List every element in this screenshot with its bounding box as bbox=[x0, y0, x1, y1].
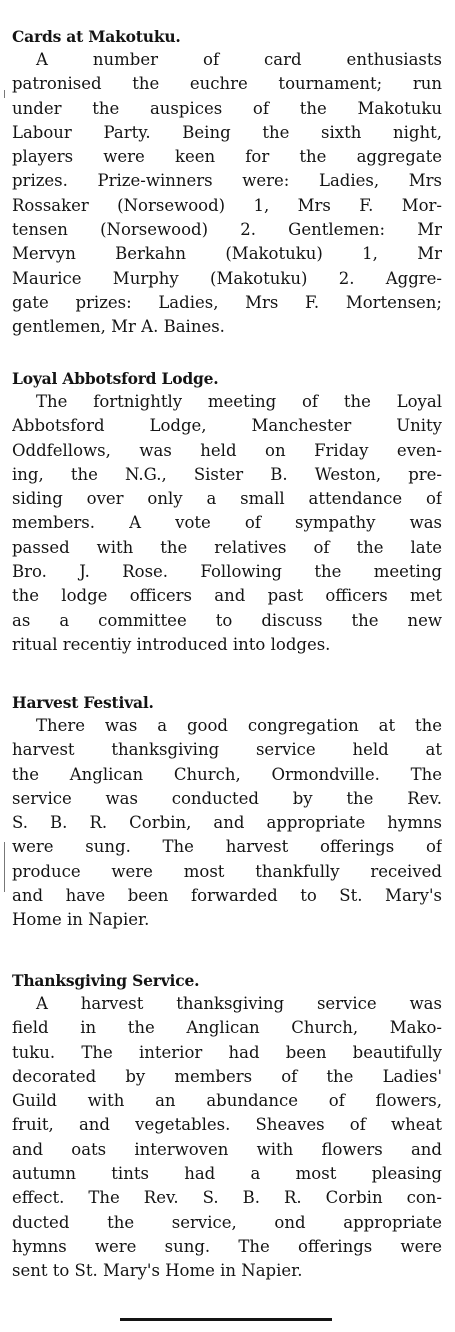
column-edge-mark bbox=[4, 842, 5, 892]
text-line: gate prizes: Ladies, Mrs F. Mortensen; bbox=[12, 292, 442, 312]
text-line: patronised the euchre tournament; run bbox=[12, 74, 442, 94]
article-cards-at-makotuku bbox=[12, 26, 442, 340]
text-line: sent to St. Mary's Home in Napier. bbox=[12, 1261, 303, 1281]
text-line: There was a good congregation at the bbox=[36, 716, 442, 735]
article-body bbox=[12, 992, 442, 1284]
text-line: A harvest thanksgiving service was bbox=[36, 994, 442, 1013]
article-heading: Thanksgiving Service. bbox=[12, 971, 200, 990]
text-line: field in the Anglican Church, Mako- bbox=[12, 1018, 442, 1038]
article-thanksgiving-service bbox=[12, 970, 442, 1284]
text-line: members. A vote of sympathy was bbox=[12, 513, 442, 533]
text-line: Home in Napier. bbox=[12, 910, 150, 930]
text-line: Maurice Murphy (Makotuku) 2. Aggre- bbox=[12, 268, 442, 288]
text-line: Labour Party. Being the sixth night, bbox=[12, 122, 442, 142]
text-line: and have been forwarded to St. Mary's bbox=[12, 886, 442, 906]
text-line: tuku. The interior had been beautifully bbox=[12, 1042, 442, 1062]
article-heading: Loyal Abbotsford Lodge. bbox=[12, 369, 219, 388]
text-line: ing, the N.G., Sister B. Weston, pre- bbox=[12, 464, 442, 484]
text-line: prizes. Prize-winners were: Ladies, Mrs bbox=[12, 171, 442, 191]
article-body bbox=[12, 390, 442, 657]
text-line: Abbotsford Lodge, Manchester Unity bbox=[12, 416, 442, 436]
article-body bbox=[12, 714, 442, 933]
text-line: tensen (Norsewood) 2. Gentlemen: Mr bbox=[12, 220, 442, 240]
text-line: as a committee to discuss the new bbox=[12, 610, 442, 630]
text-line: S. B. R. Corbin, and appropriate hymns bbox=[12, 813, 442, 833]
text-line: players were keen for the aggregate bbox=[12, 147, 442, 167]
text-line: were sung. The harvest offerings of bbox=[12, 837, 442, 857]
text-line: Rossaker (Norsewood) 1, Mrs F. Mor- bbox=[12, 195, 442, 215]
text-line: Bro. J. Rose. Following the meeting bbox=[12, 562, 442, 582]
text-line: and oats interwoven with flowers and bbox=[12, 1139, 442, 1159]
text-line: service was conducted by the Rev. bbox=[12, 788, 442, 808]
text-line: fruit, and vegetables. Sheaves of wheat bbox=[12, 1115, 442, 1135]
text-line: ritual recentiy introduced into lodges. bbox=[12, 634, 331, 654]
text-line: The fortnightly meeting of the Loyal bbox=[36, 392, 442, 411]
text-line: Mervyn Berkahn (Makotuku) 1, Mr bbox=[12, 244, 442, 264]
text-line: ducted the service, ond appropriate bbox=[12, 1212, 442, 1232]
text-line: A number of card enthusiasts bbox=[36, 50, 442, 69]
text-line: the lodge officers and past officers met bbox=[12, 586, 442, 606]
article-loyal-abbotsford-lodge bbox=[12, 368, 442, 657]
end-rule-divider bbox=[120, 1318, 332, 1321]
text-line: produce were most thankfully received bbox=[12, 861, 442, 881]
text-line: under the auspices of the Makotuku bbox=[12, 98, 442, 118]
text-line: siding over only a small attendance of bbox=[12, 489, 442, 509]
article-heading: Cards at Makotuku. bbox=[12, 27, 181, 46]
text-line: harvest thanksgiving service held at bbox=[12, 740, 442, 760]
text-line: effect. The Rev. S. B. R. Corbin con- bbox=[12, 1188, 442, 1208]
article-harvest-festival bbox=[12, 692, 442, 933]
text-line: the Anglican Church, Ormondville. The bbox=[12, 764, 442, 784]
text-line: Guild with an abundance of flowers, bbox=[12, 1091, 442, 1111]
article-body bbox=[12, 48, 442, 340]
text-line: gentlemen, Mr A. Baines. bbox=[12, 317, 225, 337]
text-line: passed with the relatives of the late bbox=[12, 537, 442, 557]
text-line: decorated by members of the Ladies' bbox=[12, 1066, 442, 1086]
article-heading: Harvest Festival. bbox=[12, 693, 154, 712]
text-line: autumn tints had a most pleasing bbox=[12, 1164, 442, 1184]
text-line: Oddfellows, was held on Friday even- bbox=[12, 440, 442, 460]
text-line: hymns were sung. The offerings were bbox=[12, 1236, 442, 1256]
column-edge-mark bbox=[4, 90, 5, 98]
